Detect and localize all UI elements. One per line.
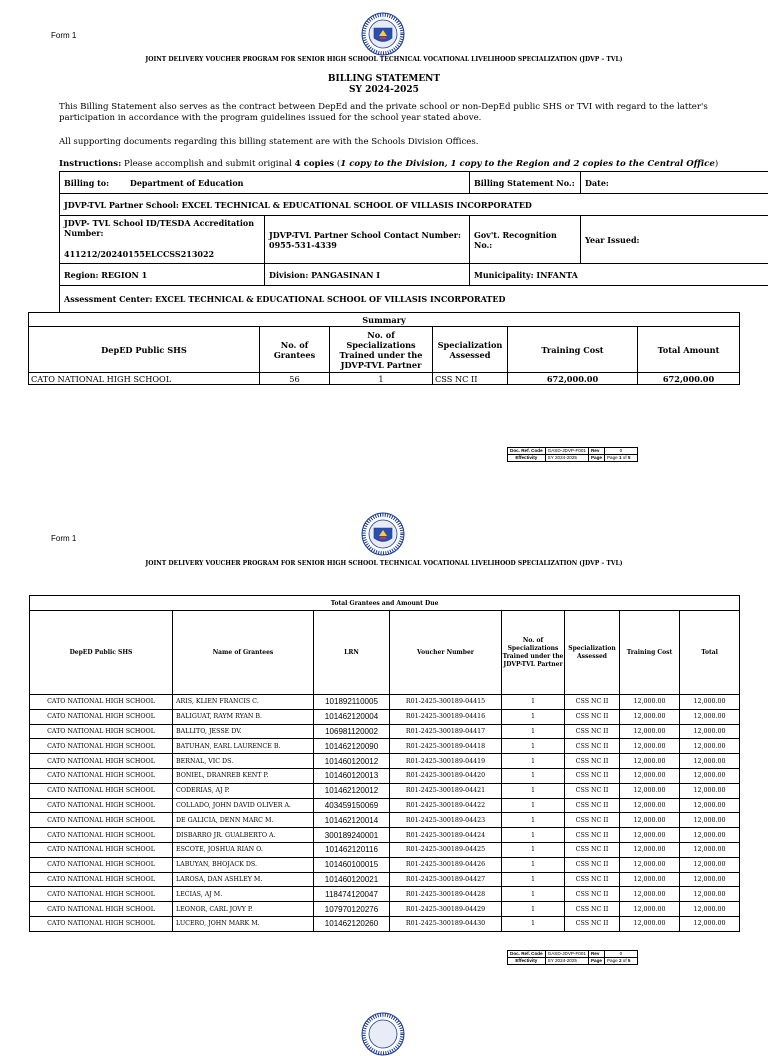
grantee-specializations: 1 xyxy=(502,724,565,739)
grantee-voucher: R01-2425-300189-04418 xyxy=(390,739,502,754)
instructions-label: Instructions: xyxy=(59,159,121,169)
grantee-voucher: R01-2425-300189-04417 xyxy=(390,724,502,739)
grantee-total: 12,000.00 xyxy=(680,739,740,754)
doc-ref-page-label: Page xyxy=(588,958,604,965)
recognition-label: Gov't. Recognition No.: xyxy=(470,216,581,264)
grantee-assessed: CSS NC II xyxy=(565,739,620,754)
table-row xyxy=(30,739,740,754)
grantee-total: 12,000.00 xyxy=(680,857,740,872)
grantee-school: CATO NATIONAL HIGH SCHOOL xyxy=(30,857,173,872)
billing-to-value: Department of Education xyxy=(130,178,244,188)
school-id-value: 411212/20240155ELCCSS213022 xyxy=(64,249,260,259)
year-issued-label: Year Issued: xyxy=(581,216,768,264)
grantee-lrn: 101462120090 xyxy=(314,739,390,754)
municipality: Municipality: INFANTA xyxy=(470,264,768,286)
grantee-assessed: CSS NC II xyxy=(565,798,620,813)
grantee-name: ARIS, KLIEN FRANCIS C. xyxy=(173,695,314,710)
billing-statement-title: BILLING STATEMENT xyxy=(0,74,768,84)
instructions-detail: 1 copy to the Division, 1 copy to the Region and 2 copies to the Central Office xyxy=(340,159,715,169)
doc-ref-page: Page 1 of 5 xyxy=(604,455,637,462)
grantee-school: CATO NATIONAL HIGH SCHOOL xyxy=(30,783,173,798)
grantee-assessed: CSS NC II xyxy=(565,842,620,857)
form-label: Form 1 xyxy=(51,534,76,543)
billing-to-cell xyxy=(60,172,470,194)
grantee-total: 12,000.00 xyxy=(680,813,740,828)
doc-ref-code: GASD-JDVP-F001 xyxy=(545,448,588,455)
grantee-training-cost: 12,000.00 xyxy=(620,813,680,828)
grantee-voucher: R01-2425-300189-04420 xyxy=(390,768,502,783)
grantee-training-cost: 12,000.00 xyxy=(620,916,680,931)
grantee-voucher: R01-2425-300189-04421 xyxy=(390,783,502,798)
grantee-total: 12,000.00 xyxy=(680,754,740,769)
grantee-training-cost: 12,000.00 xyxy=(620,842,680,857)
grantee-assessed: CSS NC II xyxy=(565,709,620,724)
grantee-assessed: CSS NC II xyxy=(565,828,620,843)
grantees-table xyxy=(29,595,740,932)
grantee-name: LEONOR, CARL JOVY P. xyxy=(173,902,314,917)
grantee-assessed: CSS NC II xyxy=(565,768,620,783)
grantee-name: DISBARRO JR. GUALBERTO A. xyxy=(173,828,314,843)
table-row xyxy=(30,724,740,739)
grantee-training-cost: 12,000.00 xyxy=(620,902,680,917)
table-row xyxy=(30,887,740,902)
summary-specializations: 1 xyxy=(330,373,433,385)
grantee-specializations: 1 xyxy=(502,842,565,857)
grantee-school: CATO NATIONAL HIGH SCHOOL xyxy=(30,695,173,710)
school-year: SY 2024-2025 xyxy=(0,85,768,95)
doc-ref-box xyxy=(507,447,638,462)
doc-ref-page-label: Page xyxy=(588,455,604,462)
grantee-total: 12,000.00 xyxy=(680,695,740,710)
grantee-assessed: CSS NC II xyxy=(565,783,620,798)
grantee-school: CATO NATIONAL HIGH SCHOOL xyxy=(30,916,173,931)
grantee-training-cost: 12,000.00 xyxy=(620,724,680,739)
doc-ref-rev: 0 xyxy=(604,951,637,958)
summary-header-assessed: Specialization Assessed xyxy=(433,327,508,373)
instructions-copies: 4 copies xyxy=(295,159,335,169)
grantee-total: 12,000.00 xyxy=(680,783,740,798)
table-row xyxy=(30,828,740,843)
grantee-assessed: CSS NC II xyxy=(565,916,620,931)
doc-ref-code: GASD-JDVP-F001 xyxy=(545,951,588,958)
doc-ref-box xyxy=(507,950,638,965)
contact-value: 0955-531-4339 xyxy=(269,240,465,250)
grantee-school: CATO NATIONAL HIGH SCHOOL xyxy=(30,768,173,783)
instructions-text: Please accomplish and submit original xyxy=(121,159,294,169)
grantee-training-cost: 12,000.00 xyxy=(620,828,680,843)
grantee-total: 12,000.00 xyxy=(680,828,740,843)
grantee-specializations: 1 xyxy=(502,872,565,887)
grantees-header-voucher: Voucher Number xyxy=(390,611,502,695)
billing-info-table xyxy=(59,171,768,312)
grantee-lrn: 101892110005 xyxy=(314,695,390,710)
grantee-total: 12,000.00 xyxy=(680,887,740,902)
grantee-voucher: R01-2425-300189-04419 xyxy=(390,754,502,769)
contact-cell xyxy=(265,216,470,264)
grantee-lrn: 300189240001 xyxy=(314,828,390,843)
doc-ref-code-label: Doc. Ref. Code xyxy=(508,448,546,455)
division: Division: PANGASINAN I xyxy=(265,264,470,286)
summary-training-cost: 672,000.00 xyxy=(508,373,638,385)
grantee-training-cost: 12,000.00 xyxy=(620,768,680,783)
table-row xyxy=(30,857,740,872)
grantee-school: CATO NATIONAL HIGH SCHOOL xyxy=(30,902,173,917)
summary-header-training-cost: Training Cost xyxy=(508,327,638,373)
grantees-header-specializations: No. of Specializations Trained under the JDVP-TVL Partner xyxy=(502,611,565,695)
grantee-school: CATO NATIONAL HIGH SCHOOL xyxy=(30,709,173,724)
summary-grantees: 56 xyxy=(260,373,330,385)
deped-seal-icon xyxy=(361,512,405,556)
instructions-paren-close: ) xyxy=(715,159,718,169)
table-row xyxy=(30,768,740,783)
grantee-total: 12,000.00 xyxy=(680,709,740,724)
summary-header-grantees: No. of Grantees xyxy=(260,327,330,373)
partner-school: JDVP-TVL Partner School: EXCEL TECHNICAL & EDUCATIONAL SCHOOL OF VILLASIS INCORPORATED xyxy=(60,194,768,216)
grantee-training-cost: 12,000.00 xyxy=(620,798,680,813)
grantee-specializations: 1 xyxy=(502,916,565,931)
contact-label: JDVP-TVL Partner School Contact Number: xyxy=(269,230,465,240)
grantee-specializations: 1 xyxy=(502,783,565,798)
grantee-name: LUCERO, JOHN MARK M. xyxy=(173,916,314,931)
grantee-lrn: 101462120004 xyxy=(314,709,390,724)
grantee-name: ESCOTE, JOSHUA RIAN O. xyxy=(173,842,314,857)
school-id-cell xyxy=(60,216,265,264)
grantee-school: CATO NATIONAL HIGH SCHOOL xyxy=(30,828,173,843)
grantee-lrn: 101460100015 xyxy=(314,857,390,872)
grantee-training-cost: 12,000.00 xyxy=(620,695,680,710)
grantee-name: DE GALICIA, DENN MARC M. xyxy=(173,813,314,828)
grantees-header-total: Total xyxy=(680,611,740,695)
grantee-name: LECIAS, AJ M. xyxy=(173,887,314,902)
grantee-name: COLLADO, JOHN DAVID OLIVER A. xyxy=(173,798,314,813)
grantee-school: CATO NATIONAL HIGH SCHOOL xyxy=(30,798,173,813)
grantee-total: 12,000.00 xyxy=(680,902,740,917)
table-row xyxy=(30,798,740,813)
summary-table xyxy=(28,312,740,385)
grantee-total: 12,000.00 xyxy=(680,916,740,931)
doc-ref-rev-label: Rev xyxy=(588,951,604,958)
grantee-assessed: CSS NC II xyxy=(565,695,620,710)
grantee-lrn: 101462120260 xyxy=(314,916,390,931)
doc-ref-eff: SY 2024-2025 xyxy=(545,455,588,462)
grantee-lrn: 106981120002 xyxy=(314,724,390,739)
date-label: Date: xyxy=(581,172,768,194)
grantee-voucher: R01-2425-300189-04428 xyxy=(390,887,502,902)
grantee-training-cost: 12,000.00 xyxy=(620,754,680,769)
grantee-total: 12,000.00 xyxy=(680,768,740,783)
deped-seal-icon xyxy=(361,1012,405,1056)
table-row xyxy=(30,916,740,931)
doc-ref-page: Page 2 of 5 xyxy=(604,958,637,965)
grantees-header-assessed: Specialization Assessed xyxy=(565,611,620,695)
grantees-header-school: DepED Public SHS xyxy=(30,611,173,695)
grantee-training-cost: 12,000.00 xyxy=(620,857,680,872)
summary-header-specializations: No. of Specializations Trained under the JDVP-TVL Partner xyxy=(330,327,433,373)
grantee-voucher: R01-2425-300189-04424 xyxy=(390,828,502,843)
supporting-docs-paragraph: All supporting documents regarding this billing statement are with the Schools Division Offices. xyxy=(59,137,709,148)
contract-paragraph: This Billing Statement also serves as the contract between DepEd and the private school or non-DepEd public SHS or TVI with regard to the latter's participation in accordance with the program guidelines issued for the school year stated above. xyxy=(59,102,709,124)
grantee-assessed: CSS NC II xyxy=(565,872,620,887)
billing-to-label: Billing to: xyxy=(64,178,109,188)
grantee-total: 12,000.00 xyxy=(680,798,740,813)
summary-assessed: CSS NC II xyxy=(433,373,508,385)
grantee-voucher: R01-2425-300189-04425 xyxy=(390,842,502,857)
grantees-header-lrn: LRN xyxy=(314,611,390,695)
grantee-voucher: R01-2425-300189-04430 xyxy=(390,916,502,931)
grantee-lrn: 101462120014 xyxy=(314,813,390,828)
grantee-voucher: R01-2425-300189-04426 xyxy=(390,857,502,872)
grantee-name: LAROSA, DAN ASHLEY M. xyxy=(173,872,314,887)
grantee-training-cost: 12,000.00 xyxy=(620,783,680,798)
assessment-center: Assessment Center: EXCEL TECHNICAL & EDUCATIONAL SCHOOL OF VILLASIS INCORPORATED xyxy=(60,286,768,312)
grantee-specializations: 1 xyxy=(502,709,565,724)
doc-ref-rev-label: Rev xyxy=(588,448,604,455)
school-id-label: JDVP- TVL School ID/TESDA Accreditation Number: xyxy=(64,218,260,238)
grantee-assessed: CSS NC II xyxy=(565,813,620,828)
doc-ref-eff-label: Effectivity xyxy=(508,455,546,462)
grantee-assessed: CSS NC II xyxy=(565,902,620,917)
deped-seal-icon xyxy=(361,12,405,56)
grantee-name: BERNAL, VIC DS. xyxy=(173,754,314,769)
grantee-voucher: R01-2425-300189-04427 xyxy=(390,872,502,887)
grantee-name: BALIGUAT, RAYM RYAN B. xyxy=(173,709,314,724)
doc-ref-code-label: Doc. Ref. Code xyxy=(508,951,546,958)
grantee-specializations: 1 xyxy=(502,754,565,769)
grantee-training-cost: 12,000.00 xyxy=(620,709,680,724)
table-row xyxy=(30,813,740,828)
grantee-training-cost: 12,000.00 xyxy=(620,872,680,887)
grantee-total: 12,000.00 xyxy=(680,872,740,887)
statement-no-label: Billing Statement No.: xyxy=(470,172,581,194)
grantee-name: BATUHAN, EARL LAURENCE B. xyxy=(173,739,314,754)
grantee-assessed: CSS NC II xyxy=(565,887,620,902)
grantees-header-name: Name of Grantees xyxy=(173,611,314,695)
grantee-name: CODERIAS, AJ P. xyxy=(173,783,314,798)
grantee-school: CATO NATIONAL HIGH SCHOOL xyxy=(30,842,173,857)
table-row xyxy=(30,695,740,710)
grantee-specializations: 1 xyxy=(502,828,565,843)
grantee-name: BALLITO, JESSE DV. xyxy=(173,724,314,739)
grantee-lrn: 403459150069 xyxy=(314,798,390,813)
grantee-total: 12,000.00 xyxy=(680,842,740,857)
grantee-specializations: 1 xyxy=(502,695,565,710)
table-row xyxy=(30,709,740,724)
grantee-lrn: 101460120013 xyxy=(314,768,390,783)
grantee-specializations: 1 xyxy=(502,739,565,754)
table-row xyxy=(30,754,740,769)
grantee-voucher: R01-2425-300189-04415 xyxy=(390,695,502,710)
summary-header-total: Total Amount xyxy=(638,327,740,373)
grantee-name: LABUYAN, BHOJACK DS. xyxy=(173,857,314,872)
grantee-specializations: 1 xyxy=(502,902,565,917)
table-row xyxy=(30,842,740,857)
grantee-school: CATO NATIONAL HIGH SCHOOL xyxy=(30,739,173,754)
grantee-lrn: 101460120021 xyxy=(314,872,390,887)
summary-total: 672,000.00 xyxy=(638,373,740,385)
grantee-school: CATO NATIONAL HIGH SCHOOL xyxy=(30,754,173,769)
instructions-paren-open: ( xyxy=(334,159,340,169)
grantee-name: BONIEL, DRANREB KENT P. xyxy=(173,768,314,783)
table-row xyxy=(30,783,740,798)
grantee-voucher: R01-2425-300189-04416 xyxy=(390,709,502,724)
table-row xyxy=(30,872,740,887)
grantee-school: CATO NATIONAL HIGH SCHOOL xyxy=(30,872,173,887)
doc-ref-eff: SY 2024-2025 xyxy=(545,958,588,965)
program-title: JOINT DELIVERY VOUCHER PROGRAM FOR SENIOR HIGH SCHOOL TECHNICAL VOCATIONAL LIVELIHOOD SPECIALIZATION (JDVP – TVL) xyxy=(0,56,768,63)
grantee-lrn: 101462120116 xyxy=(314,842,390,857)
grantee-lrn: 101460120012 xyxy=(314,754,390,769)
doc-ref-eff-label: Effectivity xyxy=(508,958,546,965)
form-label: Form 1 xyxy=(51,31,76,40)
grantee-specializations: 1 xyxy=(502,813,565,828)
grantee-assessed: CSS NC II xyxy=(565,857,620,872)
grantee-assessed: CSS NC II xyxy=(565,724,620,739)
summary-row xyxy=(29,373,740,385)
grantees-header-training-cost: Training Cost xyxy=(620,611,680,695)
grantee-school: CATO NATIONAL HIGH SCHOOL xyxy=(30,724,173,739)
grantee-specializations: 1 xyxy=(502,768,565,783)
summary-header-school: DepED Public SHS xyxy=(29,327,260,373)
grantee-training-cost: 12,000.00 xyxy=(620,739,680,754)
instructions xyxy=(59,159,759,170)
summary-title: Summary xyxy=(29,313,740,327)
grantees-title: Total Grantees and Amount Due xyxy=(30,596,740,611)
grantee-lrn: 101462120012 xyxy=(314,783,390,798)
grantee-specializations: 1 xyxy=(502,798,565,813)
grantee-specializations: 1 xyxy=(502,887,565,902)
summary-school: CATO NATIONAL HIGH SCHOOL xyxy=(29,373,260,385)
region: Region: REGION 1 xyxy=(60,264,265,286)
doc-ref-rev: 0 xyxy=(604,448,637,455)
grantee-lrn: 118474120047 xyxy=(314,887,390,902)
program-title: JOINT DELIVERY VOUCHER PROGRAM FOR SENIOR HIGH SCHOOL TECHNICAL VOCATIONAL LIVELIHOOD SPECIALIZATION (JDVP – TVL) xyxy=(0,560,768,567)
grantee-assessed: CSS NC II xyxy=(565,754,620,769)
grantee-voucher: R01-2425-300189-04429 xyxy=(390,902,502,917)
grantee-voucher: R01-2425-300189-04422 xyxy=(390,798,502,813)
grantee-school: CATO NATIONAL HIGH SCHOOL xyxy=(30,813,173,828)
grantee-voucher: R01-2425-300189-04423 xyxy=(390,813,502,828)
grantee-specializations: 1 xyxy=(502,857,565,872)
table-row xyxy=(30,902,740,917)
grantee-total: 12,000.00 xyxy=(680,724,740,739)
grantee-training-cost: 12,000.00 xyxy=(620,887,680,902)
grantee-lrn: 107970120276 xyxy=(314,902,390,917)
grantee-school: CATO NATIONAL HIGH SCHOOL xyxy=(30,887,173,902)
